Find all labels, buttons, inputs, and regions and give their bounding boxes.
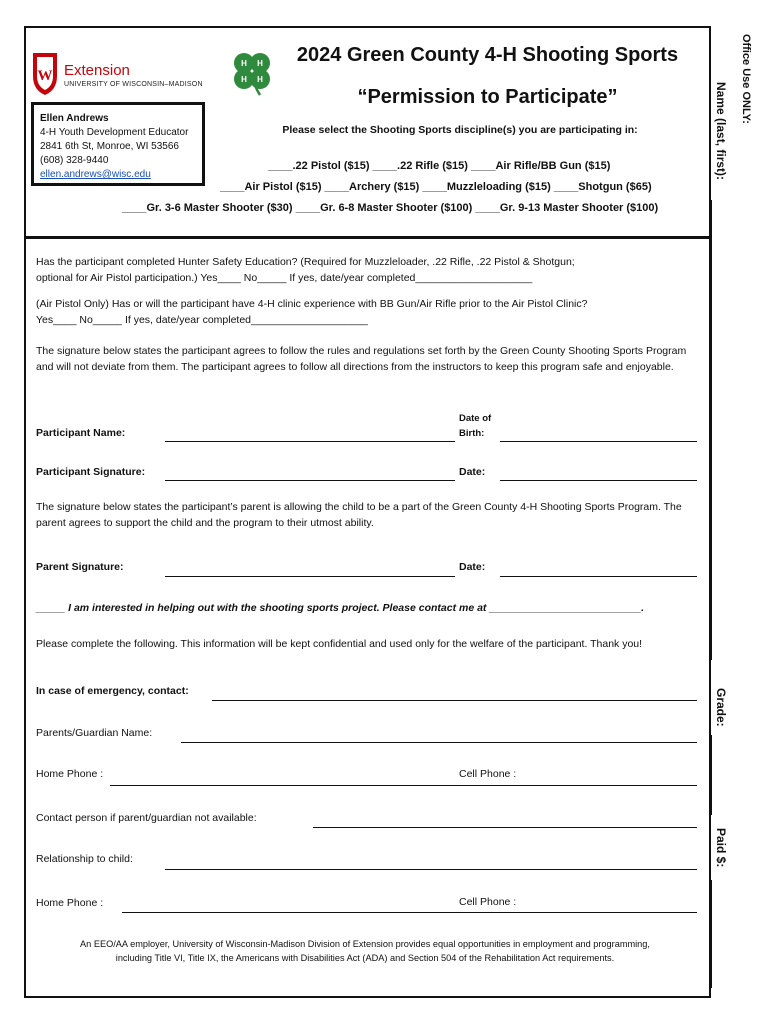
parent-signature-label: Parent Signature:	[36, 561, 124, 573]
contact-address: 2841 6th St, Monroe, WI 53566	[40, 141, 179, 152]
eeo-footer	[30, 937, 700, 965]
parent-date-field[interactable]	[500, 576, 697, 577]
name-last-first-label: Name (last, first):	[714, 82, 728, 181]
footer-line-2: including Title VI, Title IX, the Americans with Disabilities Act (ADA) and Section 504 of the Rehabilitation Act requirements.	[115, 953, 615, 963]
participant-signature-label: Participant Signature:	[36, 466, 146, 478]
grade-label: Grade:	[714, 688, 728, 727]
home-phone-2-label: Home Phone :	[36, 897, 104, 909]
participant-signature-field[interactable]	[165, 480, 455, 481]
footer-line-1: An EEO/AA employer, University of Wisconsin-Madison Division of Extension provides equal opportunities in employment and programming,	[80, 939, 650, 949]
birth-label: Birth:	[459, 428, 485, 439]
confidential-notice: Please complete the following. This information will be kept confidential and used only for the welfare of the participant. Thank you!	[36, 638, 643, 650]
page-title: 2024 Green County 4-H Shooting Sports	[296, 44, 679, 66]
relationship-field[interactable]	[165, 869, 697, 870]
cell-phone-label: Cell Phone :	[459, 768, 517, 780]
page-subtitle: “Permission to Participate”	[357, 86, 618, 108]
cell-phone-2-label: Cell Phone :	[459, 896, 517, 908]
date-of-birth-field[interactable]	[500, 441, 697, 442]
contact-person-label: Contact person if parent/guardian not available:	[36, 812, 257, 824]
date-of-label: Date of	[459, 413, 492, 424]
air-pistol-line-1: (Air Pistol Only) Has or will the participant have 4-H clinic experience with BB Gun/Air Rifle prior to the Air Pistol Clinic?	[36, 298, 588, 310]
guardian-name-field[interactable]	[181, 742, 697, 743]
clover-icon	[228, 48, 276, 98]
emergency-contact-field[interactable]	[212, 700, 697, 701]
contact-box	[31, 102, 205, 186]
discipline-options-row-2[interactable]: ____Air Pistol ($15) ____Archery ($15) ____Muzzleloading ($15) ____Shotgun ($65)	[220, 181, 652, 193]
phone-2-field[interactable]	[122, 912, 697, 913]
volunteer-interest-line[interactable]: _____ I am interested in helping out with the shooting sports project. Please contact me at __________________________.	[36, 602, 645, 614]
uw-crest-icon	[30, 50, 60, 96]
four-h-clover-logo	[228, 48, 276, 98]
phone-field[interactable]	[110, 785, 697, 786]
svg-text:W: W	[37, 68, 53, 84]
contact-person-field[interactable]	[313, 827, 697, 828]
home-phone-label: Home Phone :	[36, 768, 104, 780]
participant-date-field[interactable]	[500, 480, 697, 481]
extension-logo	[30, 50, 210, 98]
paid-label: Paid $:	[714, 828, 728, 868]
contact-name: Ellen Andrews	[40, 113, 109, 124]
parent-date-label: Date:	[459, 561, 486, 573]
svg-text:H: H	[241, 75, 247, 84]
parent-statement: The signature below states the participant’s parent is allowing the child to be a part of the Green County 4-H Shooting Sports Program. The parent agrees to support the child and the program to their utmost ability.	[36, 501, 682, 529]
contact-phone: (608) 328-9440	[40, 155, 109, 166]
office-use-label: Office Use ONLY:	[740, 34, 752, 124]
svg-text:H: H	[257, 59, 263, 68]
participant-statement: The signature below states the participant agrees to follow the rules and regulations set forth by the Green County Shooting Sports Program and will not deviate from them. The participant agrees to follow all directions from the instructors to keep this program safe and enjoyable.	[36, 345, 687, 373]
university-name: UNIVERSITY OF WISCONSIN–MADISON	[64, 81, 203, 88]
participant-date-label: Date:	[459, 466, 486, 478]
discipline-options-row-1[interactable]: ____.22 Pistol ($15) ____.22 Rifle ($15) ____Air Rifle/BB Gun ($15)	[268, 160, 611, 172]
discipline-instructions: Please select the Shooting Sports discipline(s) you are participating in:	[282, 124, 638, 136]
hunter-safety-line-2[interactable]: optional for Air Pistol participation.) Yes____ No_____ If yes, date/year completed____________________	[36, 272, 533, 284]
grade-field-line[interactable]	[711, 735, 712, 815]
paid-field-line[interactable]	[711, 880, 712, 988]
svg-text:H: H	[241, 59, 247, 68]
air-pistol-question	[36, 296, 696, 328]
contact-email-link[interactable]: ellen.andrews@wisc.edu	[40, 169, 151, 180]
air-pistol-line-2[interactable]: Yes____ No_____ If yes, date/year completed____________________	[36, 314, 368, 326]
guardian-name-label: Parents/Guardian Name:	[36, 727, 153, 739]
relationship-label: Relationship to child:	[36, 853, 133, 865]
discipline-options-row-3[interactable]: ____Gr. 3-6 Master Shooter ($30) ____Gr. 6-8 Master Shooter ($100) ____Gr. 9-13 Master Shooter ($100)	[122, 202, 659, 214]
hunter-safety-question	[36, 254, 696, 286]
parent-signature-field[interactable]	[165, 576, 455, 577]
contact-title: 4-H Youth Development Educator	[40, 127, 189, 138]
emergency-contact-label: In case of emergency, contact:	[36, 685, 189, 697]
svg-text:H: H	[257, 75, 263, 84]
participant-name-field[interactable]	[165, 441, 455, 442]
extension-word: Extension	[64, 62, 130, 79]
participant-name-label: Participant Name:	[36, 427, 126, 439]
name-field-line[interactable]	[711, 200, 712, 660]
hunter-safety-line-1: Has the participant completed Hunter Safety Education? (Required for Muzzleloader, .22 Rifle, .22 Pistol & Shotgun;	[36, 256, 575, 268]
